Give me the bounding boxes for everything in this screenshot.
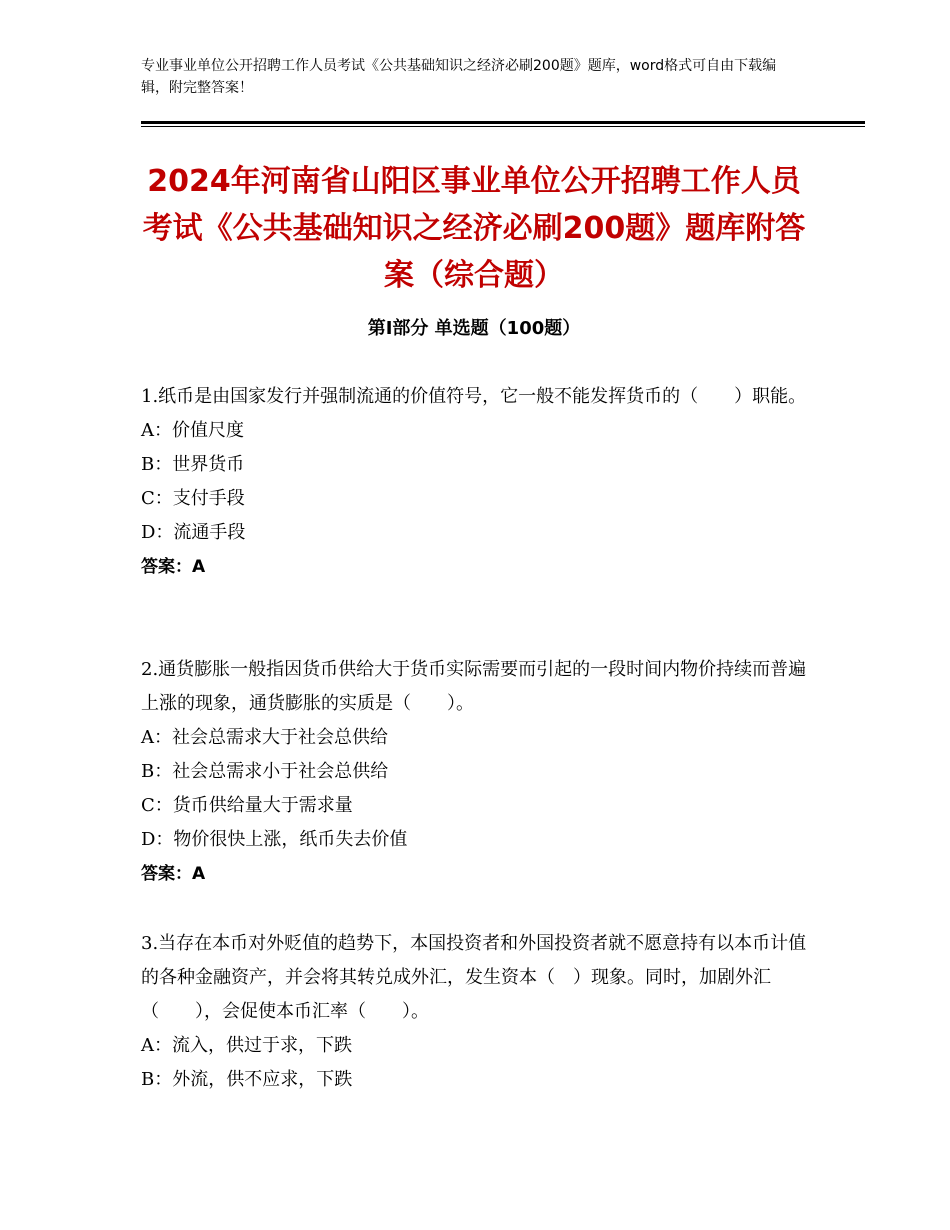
answer: 答案：A — [141, 557, 206, 577]
question-1 — [141, 380, 807, 584]
option-d: D：物价很快上涨，纸币失去价值 — [141, 829, 408, 850]
option-a: A：社会总需求大于社会总供给 — [141, 727, 388, 748]
header-rule-thin — [141, 126, 865, 127]
answer: 答案：A — [141, 864, 206, 884]
option-d: D：流通手段 — [141, 522, 246, 543]
question-stem: 3.当存在本币对外贬值的趋势下，本国投资者和外国投资者就不愿意持有以本币计值的各种金融资产，并会将其转兑成外汇，发生资本（ ）现象。同时，加剧外汇（ ），会促使本币汇率（ ）。 — [141, 933, 807, 1022]
question-2 — [141, 653, 807, 891]
section-title: 第Ⅰ部分 单选题（100题） — [367, 318, 581, 339]
option-b: B：社会总需求小于社会总供给 — [141, 761, 389, 782]
option-b: B：世界货币 — [141, 454, 245, 475]
option-c: C：货币供给量大于需求量 — [141, 795, 353, 816]
option-b: B：外流，供不应求，下跌 — [141, 1069, 353, 1090]
question-stem: 2.通货膨胀一般指因货币供给大于货币实际需要而引起的一段时间内物价持续而普遍上涨的现象，通货膨胀的实质是（ ）。 — [141, 659, 807, 714]
header-rule-thick — [141, 121, 865, 124]
question-3 — [141, 927, 807, 1097]
option-a: A：价值尺度 — [141, 420, 244, 441]
option-c: C：支付手段 — [141, 488, 245, 509]
option-a: A：流入，供过于求，下跌 — [141, 1035, 352, 1056]
document-title: 2024年河南省山阳区事业单位公开招聘工作人员考试《公共基础知识之经济必刷200题》题库附答案（综合题） — [142, 164, 806, 293]
question-stem: 1.纸币是由国家发行并强制流通的价值符号，它一般不能发挥货币的（ ）职能。 — [141, 386, 807, 407]
document-header-note: 专业事业单位公开招聘工作人员考试《公共基础知识之经济必刷200题》题库，word格式可自由下载编辑，附完整答案！ — [141, 58, 777, 96]
